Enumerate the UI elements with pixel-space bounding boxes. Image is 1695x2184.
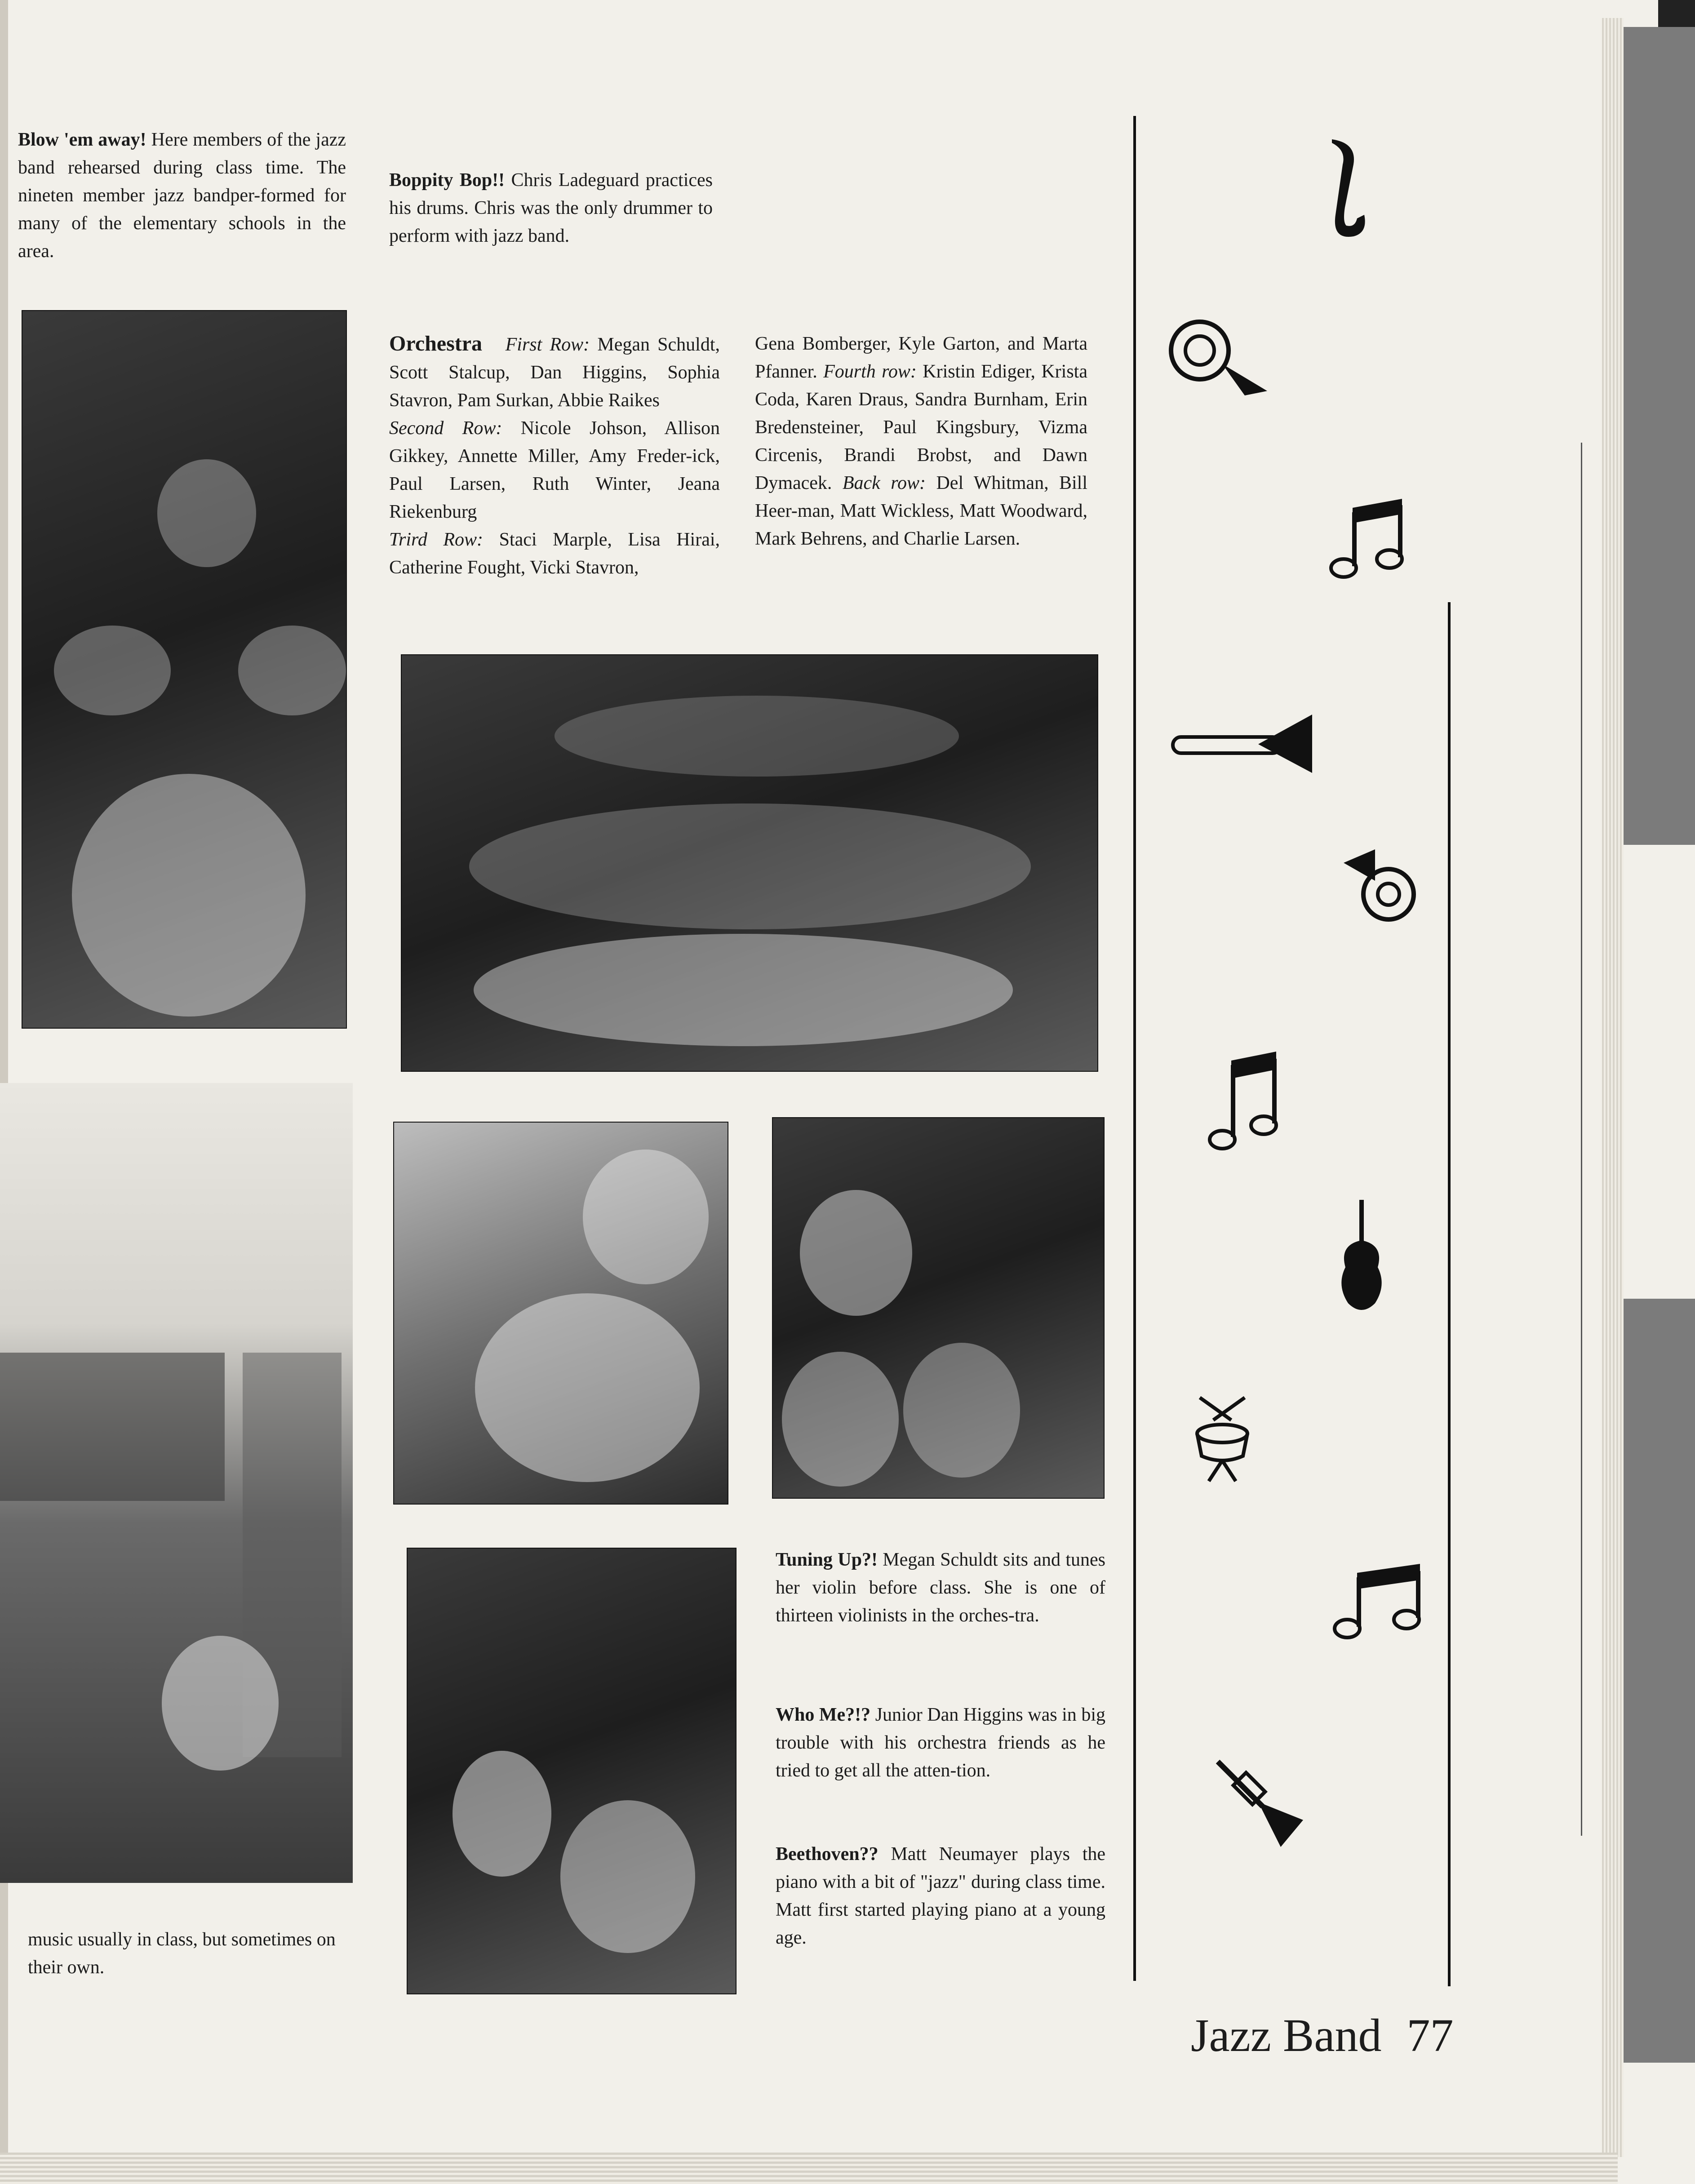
caption-boppity-bop <box>389 166 713 250</box>
caption-title: Tuning Up?! <box>776 1549 878 1570</box>
page-number: 77 <box>1407 2010 1454 2061</box>
caption-body: music usually in class, but sometimes on their own. <box>28 1929 336 1978</box>
row4-names: Kristin Ediger, Krista Coda, Karen Draus, Sandra Burnham, Erin Bredensteiner, Paul Kingsbury, Vizma Circenis, Brandi Brobst, and Dawn Dymacek. <box>755 361 1087 493</box>
row2-label: Second Row: <box>389 418 502 439</box>
tuba-icon <box>1339 845 1420 926</box>
caption-body: Megan Schuldt sits and tunes her violin before class. She is one of thirteen violinists in the orches-tra. <box>776 1549 1106 1626</box>
photo-orchestra-group <box>401 654 1098 1072</box>
section-title: Jazz Band <box>1191 2010 1382 2061</box>
book-edge-pages <box>1602 18 1624 2157</box>
caption-who-me <box>776 1701 1105 1784</box>
caption-body: Matt Neumayer plays the piano with a bit of "jazz" during class time. Matt first started playing piano at a young age. <box>776 1844 1106 1948</box>
orchestra-title: Orchestra <box>389 332 483 355</box>
photo-violinist <box>393 1122 728 1505</box>
row2-names: Nicole Johson, Allison Gikkey, Annette Miller, Amy Freder-ick, Paul Larsen, Ruth Winter, Jeana Riekenburg <box>389 418 720 522</box>
row3-names: Staci Marple, Lisa Hirai, Catherine Fought, Vicki Stavron, <box>389 529 720 578</box>
page-bottom-edge <box>0 2153 1618 2184</box>
orchestra-roster-col2 <box>755 330 1087 553</box>
caption-music-usually <box>28 1926 360 1981</box>
trumpet-icon <box>1213 1757 1312 1851</box>
french-horn-icon <box>1159 315 1276 400</box>
photo-drummer <box>22 310 347 1029</box>
trombone-icon <box>1168 710 1317 777</box>
photo-orchestra-friends <box>772 1117 1105 1499</box>
book-edge-corner <box>1658 0 1695 27</box>
caption-title: Who Me?!? <box>776 1705 871 1725</box>
caption-body: Junior Dan Higgins was in big trouble with his orchestra friends as he tried to get all the atten-tion. <box>776 1705 1105 1781</box>
row3-label: Trird Row: <box>389 529 484 550</box>
photo-piano-player <box>407 1548 737 1994</box>
drum-icon <box>1191 1393 1254 1483</box>
caption-blow-em-away <box>18 126 346 265</box>
beamed-notes-icon <box>1326 494 1415 580</box>
saxophone-icon <box>1303 135 1375 252</box>
caption-title: Beethoven?? <box>776 1844 879 1864</box>
beamed-notes-icon <box>1326 1564 1429 1640</box>
caption-body: Chris Ladeguard practices his drums. Chris was the only drummer to perform with jazz band. <box>389 170 713 246</box>
divider-left <box>1133 116 1136 1981</box>
orchestra-roster-col1 <box>389 330 720 582</box>
row3-cont: Gena Bomberger, Kyle Garton, and Marta Pfanner. <box>755 333 1087 382</box>
page-footer <box>1191 2009 1453 2063</box>
back-row-label: Back row: <box>842 473 926 493</box>
row1-label: First Row: <box>505 334 590 355</box>
row1-names: Megan Schuldt, Scott Stalcup, Dan Higgins, Sophia Stavron, Pam Surkan, Abbie Raikes <box>389 334 720 411</box>
caption-body: Here members of the jazz band rehearsed during class time. The nineten member jazz bandper-formed for many of the elementary schools in the area. <box>18 129 346 262</box>
divider-faint <box>1581 443 1582 1836</box>
caption-title: Blow 'em away! <box>18 129 146 150</box>
caption-title: Boppity Bop!! <box>389 170 505 191</box>
book-edge-lower <box>1623 1299 1695 2063</box>
row4-label: Fourth row: <box>823 361 917 382</box>
divider-right <box>1448 602 1451 1986</box>
photo-practice-room <box>0 1083 353 1883</box>
violin-icon <box>1335 1200 1389 1317</box>
beamed-notes-icon <box>1195 1052 1285 1155</box>
back-row-names: Del Whitman, Bill Heer-man, Matt Wickless, Matt Woodward, Mark Behrens, and Charlie Larsen. <box>755 473 1088 549</box>
caption-beethoven <box>776 1840 1105 1952</box>
book-edge-upper <box>1623 27 1695 845</box>
caption-tuning-up <box>776 1546 1105 1629</box>
